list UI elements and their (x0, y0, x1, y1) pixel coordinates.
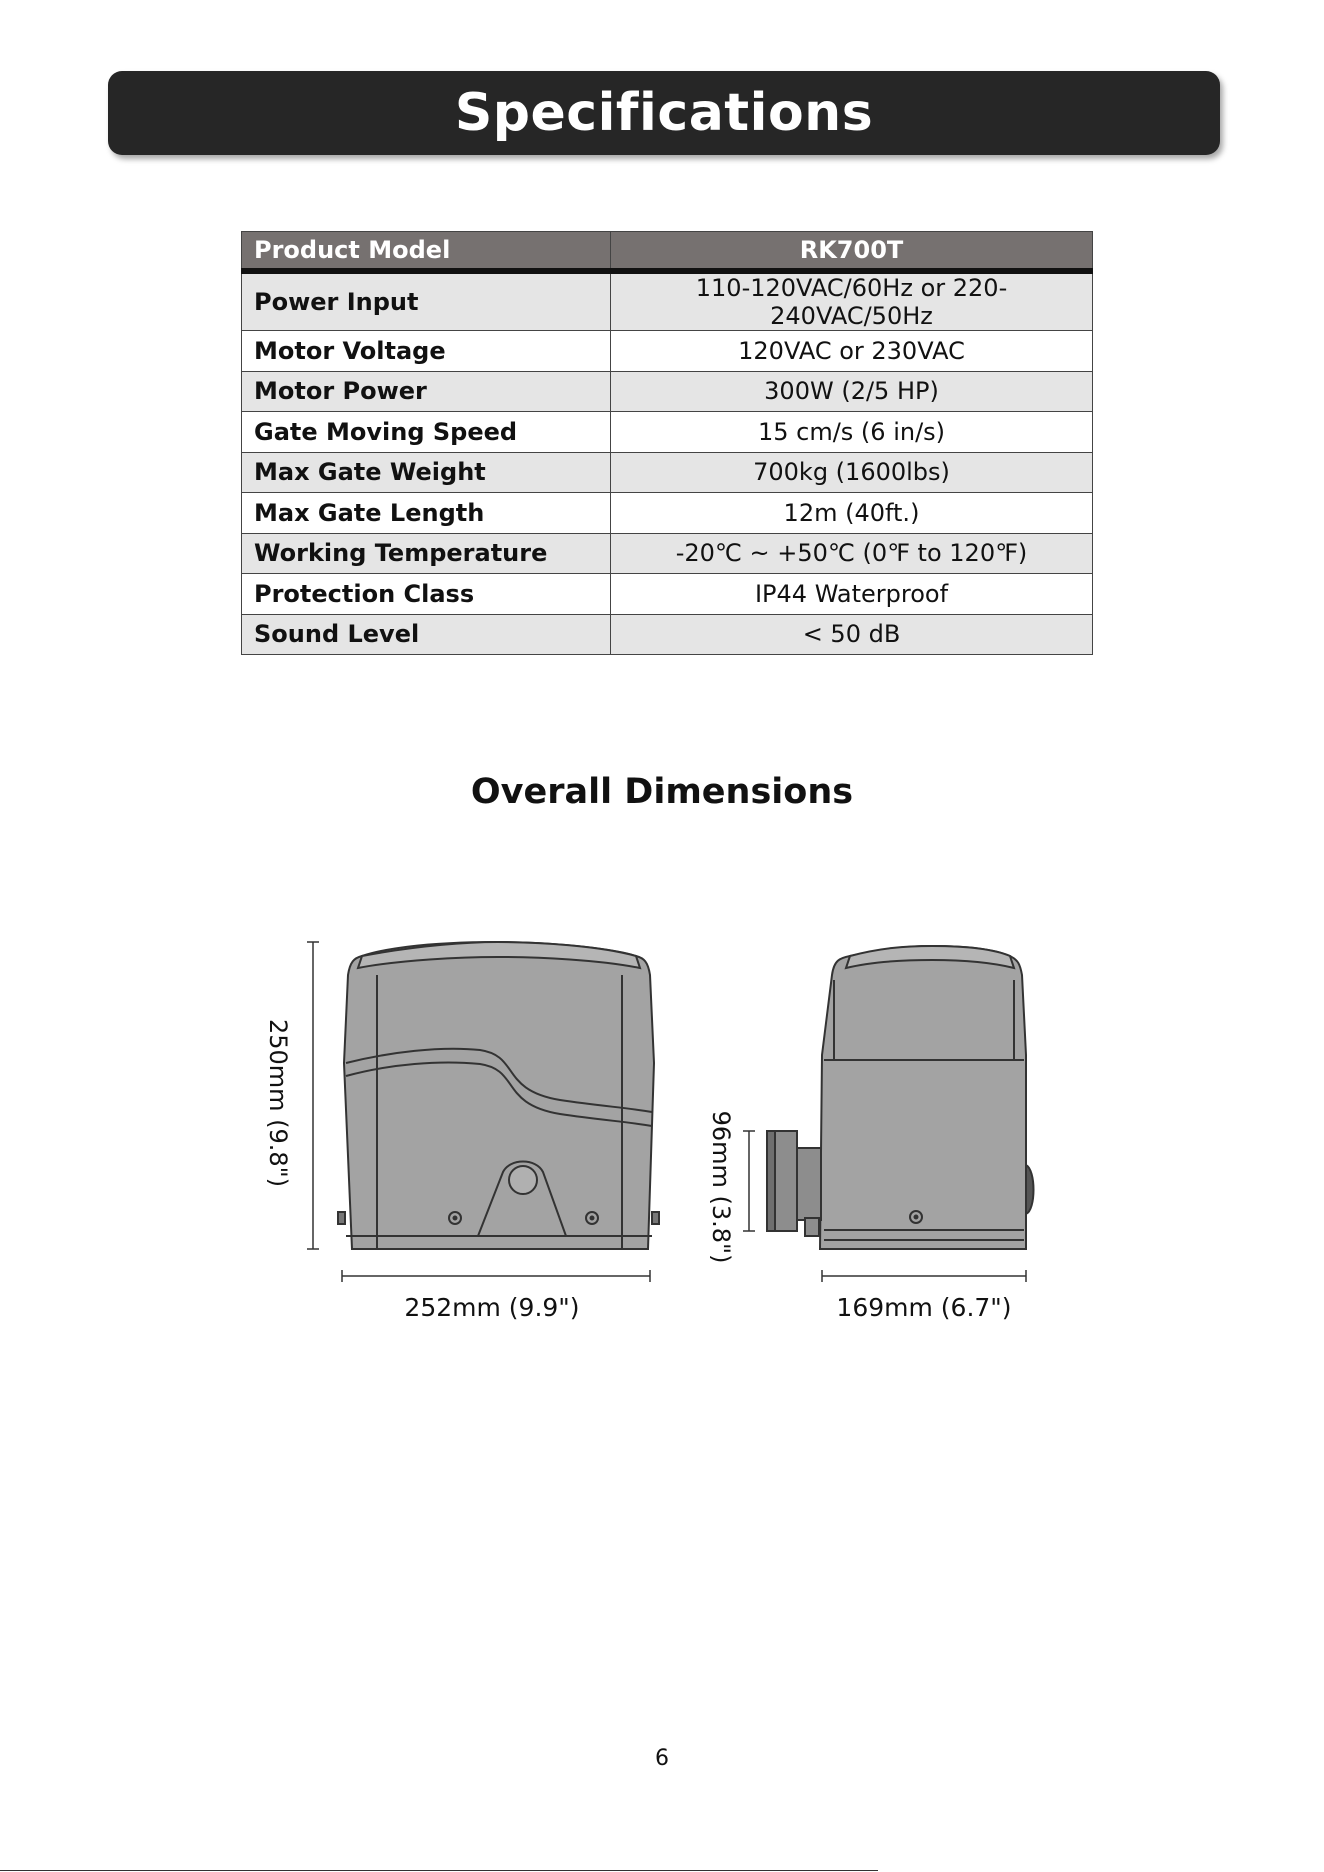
row-label: Gate Moving Speed (242, 412, 611, 453)
row-label: Max Gate Length (242, 493, 611, 534)
width-label: 252mm (9.9") (404, 1293, 580, 1322)
row-value: 15 cm/s (6 in/s) (611, 412, 1093, 453)
row-label: Working Temperature (242, 533, 611, 574)
motor-front-view (338, 942, 659, 1249)
row-value: < 50 dB (611, 614, 1093, 655)
row-value: 110-120VAC/60Hz or 220-240VAC/50Hz (611, 271, 1093, 331)
row-value: IP44 Waterproof (611, 574, 1093, 615)
row-label: Protection Class (242, 574, 611, 615)
page-number: 6 (655, 1746, 669, 1771)
row-label: Power Input (242, 271, 611, 331)
dimensions-title: Overall Dimensions (470, 772, 854, 812)
height-dimension-line (307, 942, 319, 1249)
row-label: Motor Voltage (242, 331, 611, 372)
row-value: 12m (40ft.) (611, 493, 1093, 534)
row-label: Sound Level (242, 614, 611, 655)
row-label: Max Gate Weight (242, 452, 611, 493)
bracket-dimension-line (743, 1131, 755, 1231)
depth-label: 169mm (6.7") (836, 1293, 1012, 1322)
row-value: -20℃ ~ +50℃ (0℉ to 120℉) (611, 533, 1093, 574)
depth-dimension-line (822, 1270, 1026, 1282)
row-value: 120VAC or 230VAC (611, 331, 1093, 372)
bracket-label: 96mm (3.8") (707, 1110, 735, 1264)
motor-side-view (767, 946, 1034, 1249)
header-label: Product Model (242, 232, 611, 272)
width-dimension-line (342, 1270, 650, 1282)
row-value: 700kg (1600lbs) (611, 452, 1093, 493)
row-value: 300W (2/5 HP) (611, 371, 1093, 412)
row-label: Motor Power (242, 371, 611, 412)
page-title: Specifications (454, 83, 874, 143)
footer-divider (0, 1870, 878, 1871)
height-label: 250mm (9.8") (264, 1018, 292, 1188)
header-value: RK700T (611, 232, 1093, 272)
